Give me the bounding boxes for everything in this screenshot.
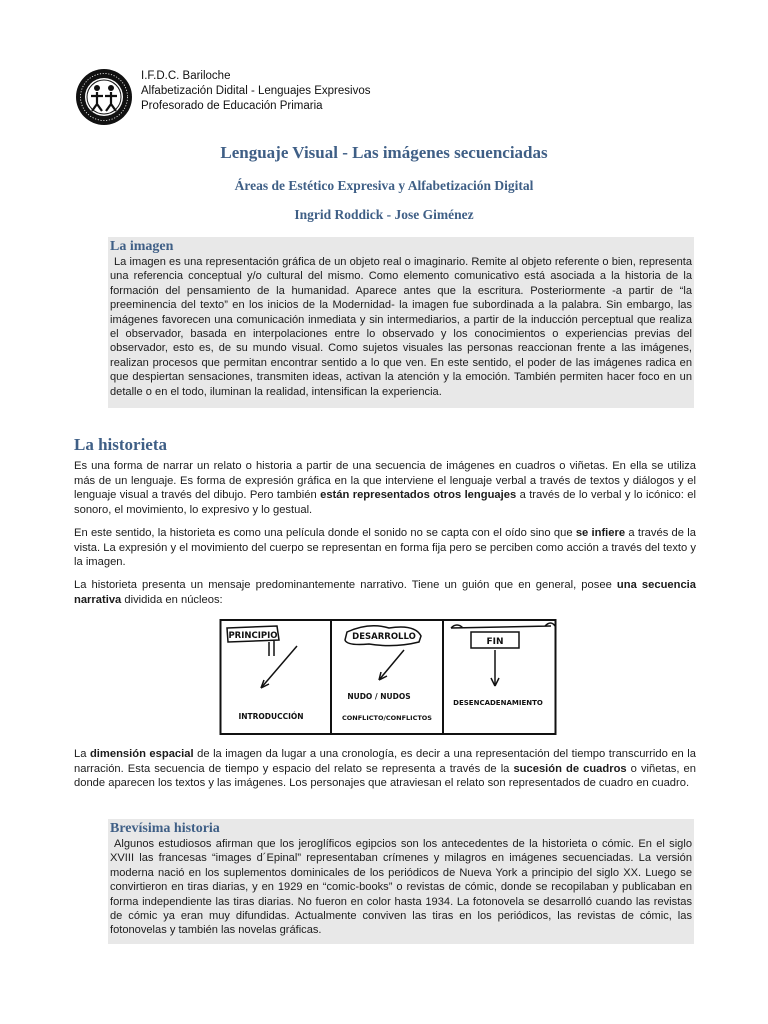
authors: Ingrid Roddick - Jose Giménez [294,207,474,222]
emphasis: se infiere [575,527,626,539]
emphasis: dimensión espacial [89,748,194,760]
text-run: a través de lo verbal y lo icónico: el sonoro, el movimiento, lo expresivo y lo gestual. [74,489,696,516]
institution-name: I.F.D.C. Bariloche [141,70,231,82]
text-run: La historieta presenta un mensaje predominantemente narrativo. Tiene un guión que en general, posee [74,579,617,591]
label-introduccion: INTRODUCCIÓN [238,712,304,721]
sign-desarrollo: DESARROLLO [352,632,416,642]
historieta-paragraph-4 [74,747,696,791]
text-run: o viñetas, en donde aparecen los textos y las imágenes. Los personajes que atraviesan el relato son representados de cuadro en cuadro. [74,762,696,790]
imagen-text: La imagen es una representación gráfica de un objeto real o imaginario. Remite al objeto referente o bien, representa una referencia conceptual y/o cultural del mismo. Como elemento comunicativo está asociada a la historia de la formación del pensamiento de la humanidad. Aparece antes que la escritura. Posteriormente -a partir de “la preeminencia del texto” en los inicios de la Modernidad- la imagen fue subordinada a la palabra. Sin embargo, las imágenes favorecen una comunicación inmediata y sin intermediarios, a partir de la inducción perceptual que realiza el observador, basada en interpolaciones entre lo observado y los conocimientos o experiencias previas del observador, esto es, de su mundo visual. Como sujetos visuales las personas reaccionan frente a las imágenes, realizan procesos que permitan encontrar sentido a lo que ven. En este sentido, el poder de las imágenes radica en que despiertan sensaciones, transmiten ideas, activan la atención y la emoción. También permiten hacer foco en un detalle o en el todo, iluminan la realidad, intensifican la experiencia. [110,256,692,398]
institution-seal-icon [75,68,133,126]
historieta-paragraph-2 [74,526,696,570]
page-subtitle: Áreas de Estético Expresiva y Alfabetización Digital [234,178,534,193]
imagen-heading: La imagen [110,239,174,254]
label-nudo: NUDO / NUDOS [347,692,411,701]
brevisima-box [108,819,694,944]
text-run: de la imagen da lugar a una cronología, es decir a una representación del tiempo transcurrido en la narración. Esta secuencia de tiempo y espacio del relato se representa a través de la [74,748,696,775]
institution-info [141,69,370,114]
text-run: En este sentido, la historieta es como una película donde el sonido no se capta con el oído sino que [74,527,576,539]
course-name: Alfabetización Didital - Lenguajes Expresivos [141,85,371,97]
sign-principio: PRINCIPIO [228,631,278,641]
label-desencadenamiento: DESENCADENAMIENTO [453,699,543,707]
historieta-paragraph-3 [74,578,696,607]
text-run: a través de la vista. La expresión y el movimiento del cuerpo se representan en forma fija pero se perciben como acción a través del texto y la imagen. [74,527,696,569]
historieta-heading: La historieta [74,435,168,454]
emphasis: una secuencia narrativa [74,579,697,606]
program-name: Profesorado de Educación Primaria [141,100,323,112]
brevisima-heading: Brevísima historia [110,821,220,836]
emphasis: están representados otros lenguajes [320,489,517,502]
text-run: La [74,748,90,760]
historieta-paragraph-1 [74,459,696,517]
imagen-box [108,237,694,408]
text-run: Es una forma de narrar un relato o historia a partir de una secuencia de imágenes en cuadros o viñetas. En ella se utiliza más de un lenguaje. Es forma de expresión gráfica en la que interviene el lenguaje verbal a través de textos y diálogos y el lenguaje visual a través del dibujo. Pero también [74,460,696,502]
label-conflicto: CONFLICTO/CONFLICTOS [342,714,432,722]
text-run: dividida en núcleos: [121,593,223,606]
brevisima-text: Algunos estudiosos afirman que los jeroglíficos egipcios son los antecedentes de la historieta o cómic. En el siglo XVIII las francesas “images d´Epinal” representaban crímenes y milagros en imágenes secuenciadas. La versión moderna nació en los suplementos dominicales de los periódicos de Nueva York a principio del siglo XX. Luego se convirtieron en tiras diarias, y en 1929 en “comic-books” o revistas de cómic, donde se recopilaban y publicaban en forma independiente las tiras diarias. No fueron en color hasta 1934. La fotonovela se desarrolló cuando las revistas de cómic ya eran muy difundidas. Actualmente conviven las tiras en los periódicos, las revistas de cómic, las fotonovelas y también las novelas gráficas. [110,838,692,937]
page-title: Lenguaje Visual - Las imágenes secuenciadas [220,143,548,162]
narrative-sequence-figure [219,618,557,736]
sign-fin: FIN [486,637,504,647]
emphasis: sucesión de cuadros [513,762,627,775]
